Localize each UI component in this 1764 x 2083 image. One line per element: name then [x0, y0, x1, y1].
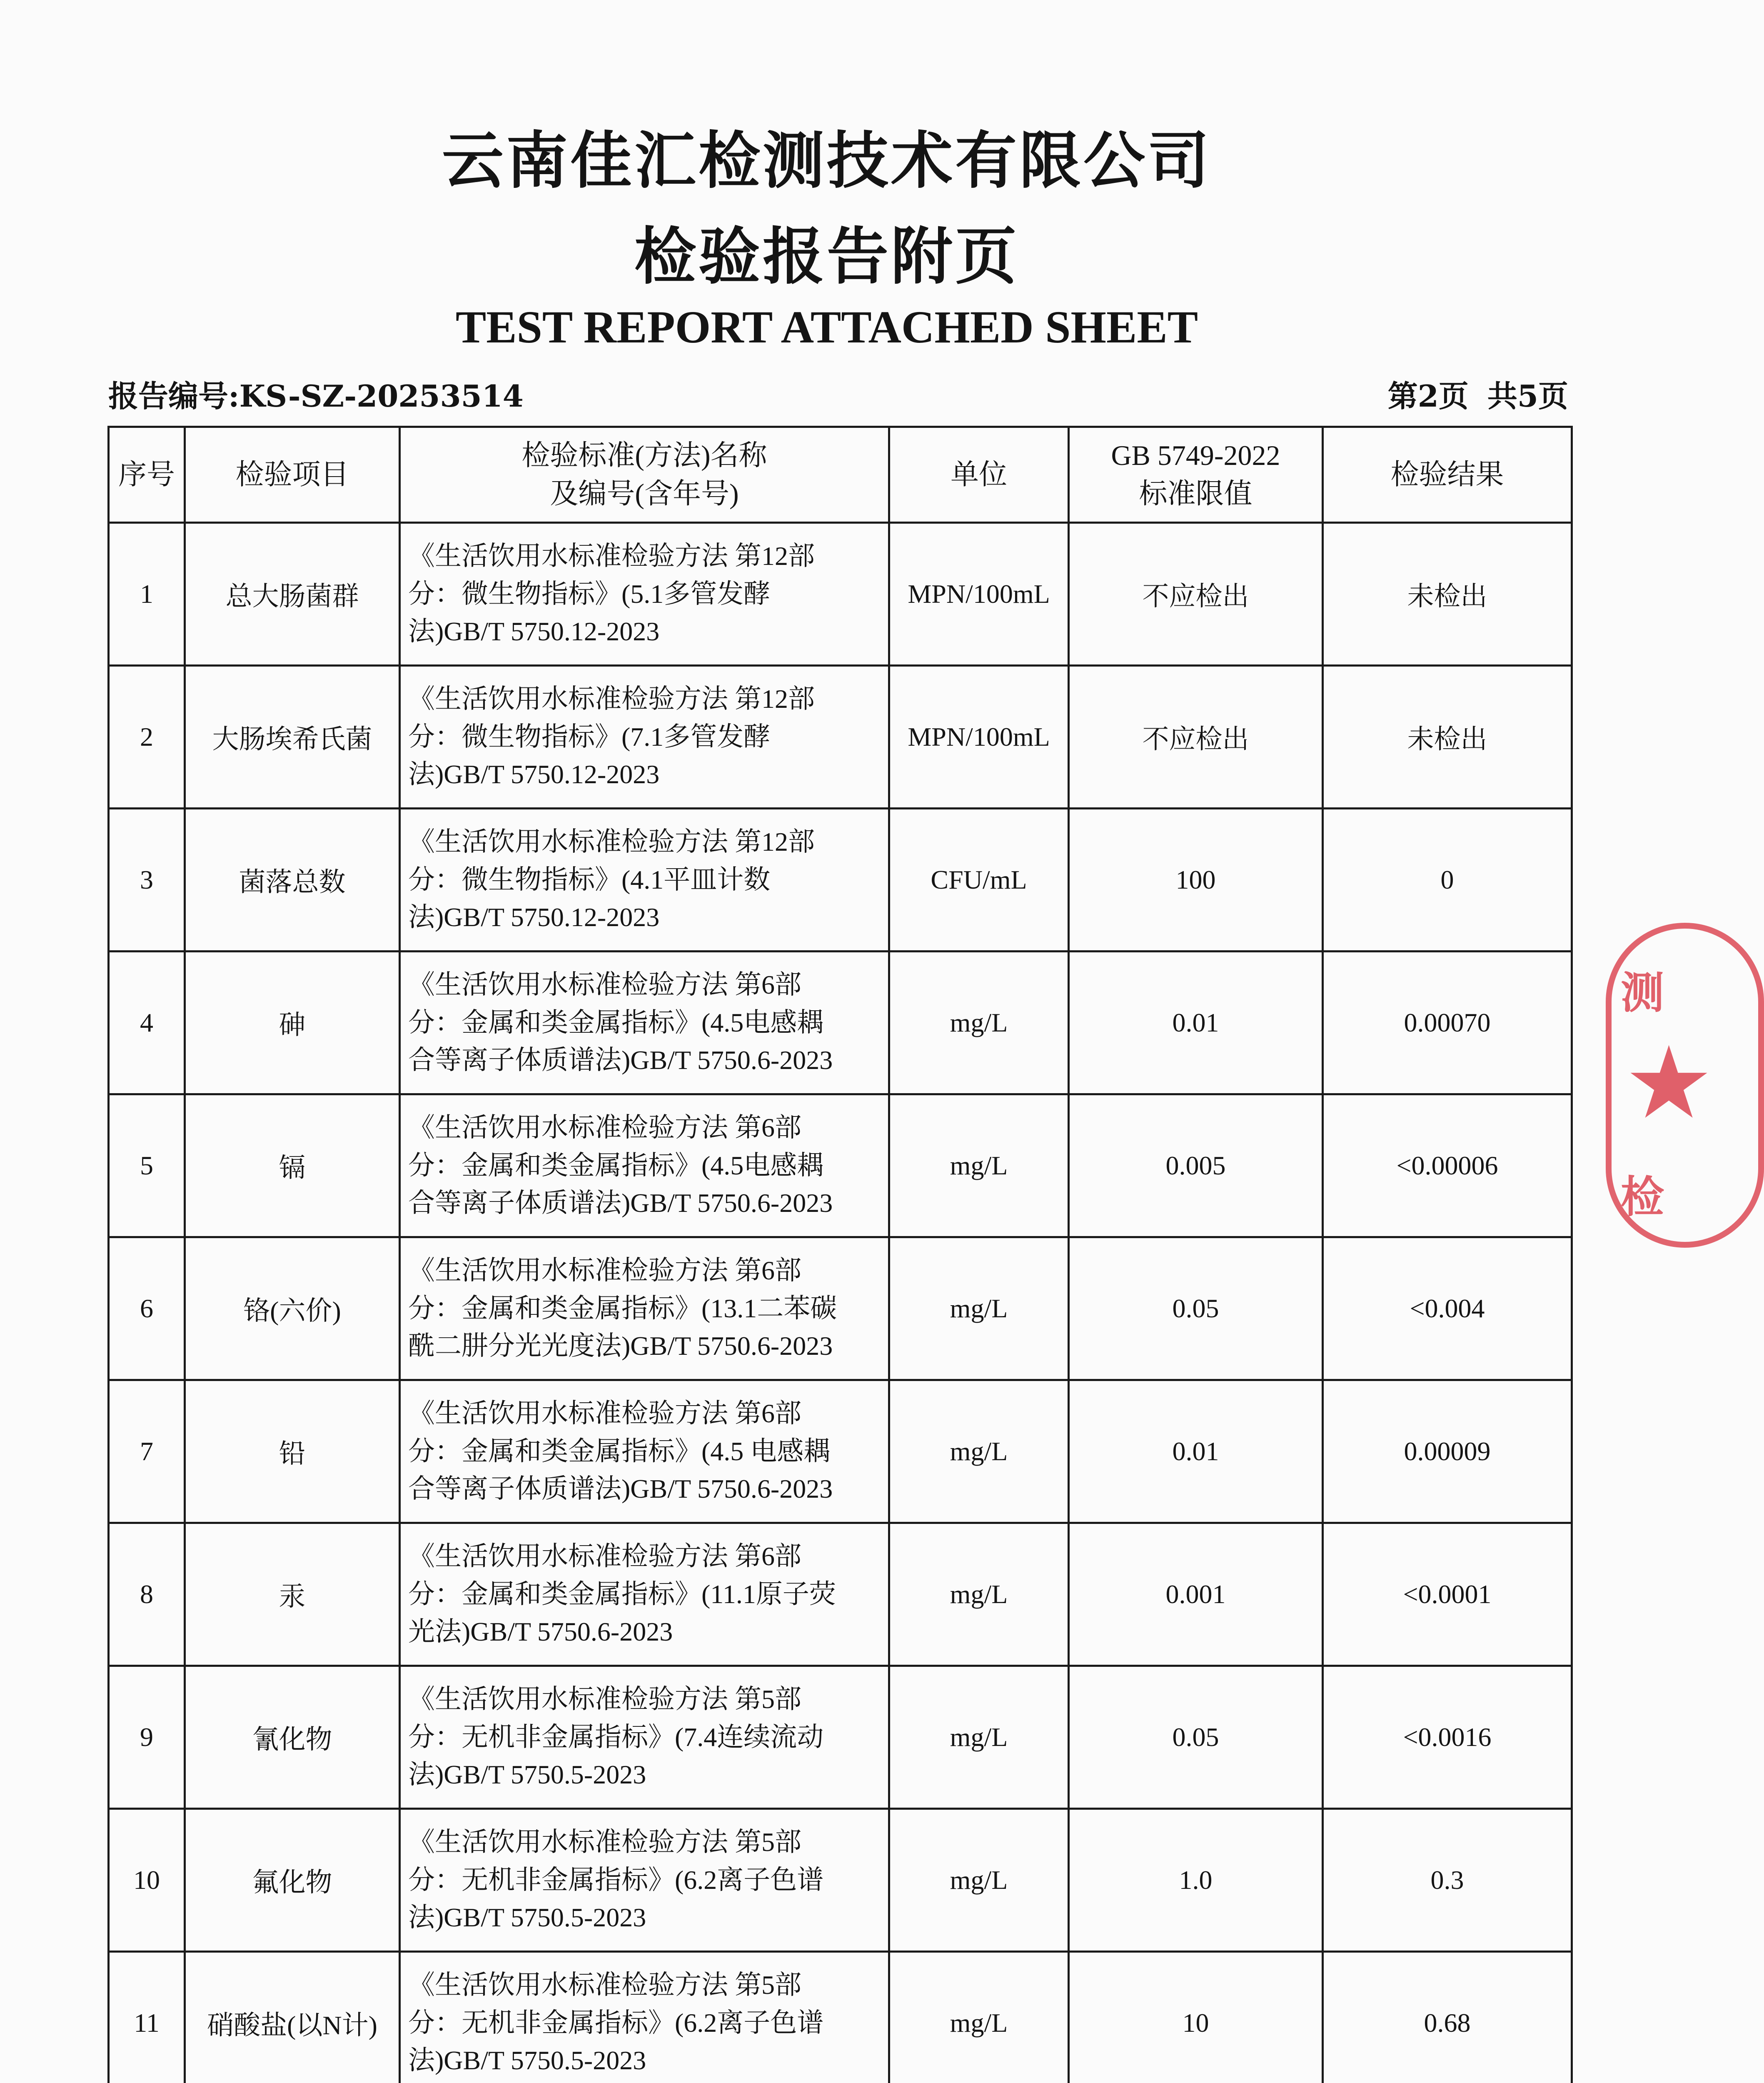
- row-method: [400, 523, 889, 666]
- row-method-line3: 法)GB/T 5750.5-2023: [408, 2046, 646, 2076]
- row-method-line3: 合等离子体质谱法)GB/T 5750.6-2023: [408, 1045, 833, 1075]
- row-item: 氟化物: [185, 1809, 400, 1952]
- row-unit: MPN/100mL: [889, 523, 1069, 666]
- row-result: 0.00070: [1323, 952, 1572, 1094]
- stamp-char-bottom: 检: [1621, 1171, 1664, 1222]
- col-header-no: 序号: [109, 427, 185, 523]
- row-method-line1: 《生活饮用水标准检验方法 第12部: [408, 684, 815, 714]
- row-result: <0.004: [1323, 1237, 1572, 1380]
- row-method-line2: 分：微生物指标》(7.1多管发酵: [408, 722, 771, 752]
- table-row: [109, 1094, 1572, 1237]
- results-table: [107, 426, 1573, 2083]
- row-item: 氰化物: [185, 1666, 400, 1809]
- row-method-line1: 《生活饮用水标准检验方法 第5部: [408, 1970, 801, 2000]
- row-method: [400, 1237, 889, 1380]
- row-limit: 0.005: [1069, 1094, 1323, 1237]
- table-row: [109, 809, 1572, 952]
- row-unit: CFU/mL: [889, 809, 1069, 952]
- row-method-line3: 法)GB/T 5750.12-2023: [408, 759, 660, 789]
- row-result: <0.0016: [1323, 1666, 1572, 1809]
- row-result: <0.00006: [1323, 1094, 1572, 1237]
- row-method-line1: 《生活饮用水标准检验方法 第5部: [408, 1684, 801, 1714]
- row-method: [400, 1380, 889, 1523]
- row-method-line1: 《生活饮用水标准检验方法 第6部: [408, 1541, 801, 1571]
- row-no: 5: [109, 1094, 185, 1237]
- row-limit: 10: [1069, 1952, 1323, 2083]
- stamp-star-icon: ★: [1624, 1024, 1714, 1141]
- row-limit: 0.01: [1069, 952, 1323, 1094]
- row-method-line1: 《生活饮用水标准检验方法 第12部: [408, 541, 815, 571]
- row-unit: mg/L: [889, 952, 1069, 1094]
- row-unit: mg/L: [889, 1094, 1069, 1237]
- table-row: [109, 952, 1572, 1094]
- row-no: 1: [109, 523, 185, 666]
- row-method-line2: 分：无机非金属指标》(6.2离子色谱: [408, 2008, 824, 2038]
- table-row: [109, 1952, 1572, 2083]
- organization-name: 云南佳汇检测技术有限公司: [442, 124, 1212, 197]
- row-method: [400, 1809, 889, 1952]
- row-no: 2: [109, 666, 185, 809]
- report-meta-row: [108, 373, 1568, 415]
- table-row: [109, 1523, 1572, 1666]
- row-limit: 不应检出: [1069, 666, 1323, 809]
- row-limit: 1.0: [1069, 1809, 1323, 1952]
- table-row: [109, 523, 1572, 666]
- row-method-line3: 法)GB/T 5750.5-2023: [408, 1903, 646, 1933]
- table-row: [109, 1666, 1572, 1809]
- row-item: 汞: [185, 1523, 400, 1666]
- col-header-standard: [400, 427, 889, 523]
- row-result: <0.0001: [1323, 1523, 1572, 1666]
- row-unit: mg/L: [889, 1380, 1069, 1523]
- row-method: [400, 809, 889, 952]
- row-unit: mg/L: [889, 1237, 1069, 1380]
- col-header-standard-line1: 检验标准(方法)名称: [521, 439, 767, 471]
- report-title-en: TEST REPORT ATTACHED SHEET: [455, 302, 1198, 352]
- row-method-line2: 分：金属和类金属指标》(4.5电感耦: [408, 1007, 824, 1037]
- row-method-line3: 合等离子体质谱法)GB/T 5750.6-2023: [408, 1188, 833, 1218]
- row-method-line2: 分：金属和类金属指标》(4.5电感耦: [408, 1150, 824, 1180]
- row-limit: 0.05: [1069, 1237, 1323, 1380]
- row-method: [400, 1666, 889, 1809]
- col-header-standard-line2: 及编号(含年号): [550, 477, 739, 510]
- row-item: 大肠埃希氏菌: [185, 666, 400, 809]
- table-row: [109, 1237, 1572, 1380]
- official-seal-stamp: [1606, 923, 1764, 1248]
- row-no: 3: [109, 809, 185, 952]
- row-method-line3: 光法)GB/T 5750.6-2023: [408, 1617, 673, 1647]
- row-unit: mg/L: [889, 1666, 1069, 1809]
- stamp-char-top: 测: [1621, 967, 1664, 1018]
- col-header-limit: [1069, 427, 1323, 523]
- row-result: 未检出: [1323, 666, 1572, 809]
- row-no: 11: [109, 1952, 185, 2083]
- row-result: 0.68: [1323, 1952, 1572, 2083]
- page-total: 共5页: [1487, 378, 1568, 414]
- row-method-line3: 合等离子体质谱法)GB/T 5750.6-2023: [408, 1474, 833, 1504]
- table-row: [109, 1380, 1572, 1523]
- row-limit: 0.05: [1069, 1666, 1323, 1809]
- row-unit: mg/L: [889, 1809, 1069, 1952]
- table-row: [109, 666, 1572, 809]
- row-method-line2: 分：金属和类金属指标》(13.1二苯碳: [408, 1293, 837, 1323]
- col-header-item: 检验项目: [185, 427, 400, 523]
- row-result: 未检出: [1323, 523, 1572, 666]
- row-method-line3: 酰二肼分光光度法)GB/T 5750.6-2023: [408, 1331, 833, 1361]
- col-header-limit-line1: GB 5749-2022: [1111, 439, 1280, 471]
- row-result: 0: [1323, 809, 1572, 952]
- row-unit: MPN/100mL: [889, 666, 1069, 809]
- row-method-line2: 分：无机非金属指标》(6.2离子色谱: [408, 1865, 824, 1895]
- row-method-line2: 分：微生物指标》(4.1平皿计数: [408, 864, 771, 894]
- row-no: 8: [109, 1523, 185, 1666]
- row-method-line2: 分：微生物指标》(5.1多管发酵: [408, 579, 771, 609]
- col-header-unit: 单位: [889, 427, 1069, 523]
- row-item: 砷: [185, 952, 400, 1094]
- row-item: 总大肠菌群: [185, 523, 400, 666]
- page-indicator: [1388, 372, 1568, 415]
- row-item: 镉: [185, 1094, 400, 1237]
- col-header-result: 检验结果: [1323, 427, 1572, 523]
- row-method-line3: 法)GB/T 5750.12-2023: [408, 902, 660, 932]
- row-result: 0.00009: [1323, 1380, 1572, 1523]
- row-method: [400, 1952, 889, 2083]
- row-limit: 0.01: [1069, 1380, 1323, 1523]
- row-method: [400, 1094, 889, 1237]
- report-number: 报告编号:KS-SZ-20253514: [108, 378, 524, 414]
- table-row: [109, 1809, 1572, 1952]
- row-method: [400, 666, 889, 809]
- row-item: 铅: [185, 1380, 400, 1523]
- report-title-cn: 检验报告附页: [634, 220, 1019, 292]
- row-method: [400, 952, 889, 1094]
- row-method-line2: 分：金属和类金属指标》(4.5 电感耦: [408, 1436, 831, 1466]
- row-limit: 不应检出: [1069, 523, 1323, 666]
- col-header-limit-line2: 标准限值: [1139, 477, 1253, 510]
- row-item: 铬(六价): [185, 1237, 400, 1380]
- row-method-line1: 《生活饮用水标准检验方法 第6部: [408, 1112, 801, 1142]
- row-unit: mg/L: [889, 1523, 1069, 1666]
- row-item: 硝酸盐(以N计): [185, 1952, 400, 2083]
- row-no: 10: [109, 1809, 185, 1952]
- page-current: 第2页: [1387, 378, 1469, 414]
- row-method-line2: 分：金属和类金属指标》(11.1原子荧: [408, 1579, 836, 1609]
- row-method-line1: 《生活饮用水标准检验方法 第5部: [408, 1827, 801, 1857]
- row-item: 菌落总数: [185, 809, 400, 952]
- row-no: 9: [109, 1666, 185, 1809]
- table-header-row: [109, 427, 1572, 523]
- row-no: 6: [109, 1237, 185, 1380]
- row-limit: 100: [1069, 809, 1323, 952]
- row-unit: mg/L: [889, 1952, 1069, 2083]
- row-method-line2: 分：无机非金属指标》(7.4连续流动: [408, 1722, 824, 1752]
- row-method-line1: 《生活饮用水标准检验方法 第12部: [408, 827, 815, 857]
- row-no: 7: [109, 1380, 185, 1523]
- row-method-line3: 法)GB/T 5750.5-2023: [408, 1760, 646, 1790]
- row-method-line1: 《生活饮用水标准检验方法 第6部: [408, 969, 801, 999]
- row-result: 0.3: [1323, 1809, 1572, 1952]
- row-limit: 0.001: [1069, 1523, 1323, 1666]
- row-method: [400, 1523, 889, 1666]
- row-no: 4: [109, 952, 185, 1094]
- row-method-line1: 《生活饮用水标准检验方法 第6部: [408, 1398, 801, 1428]
- row-method-line1: 《生活饮用水标准检验方法 第6部: [408, 1255, 801, 1285]
- row-method-line3: 法)GB/T 5750.12-2023: [408, 617, 660, 647]
